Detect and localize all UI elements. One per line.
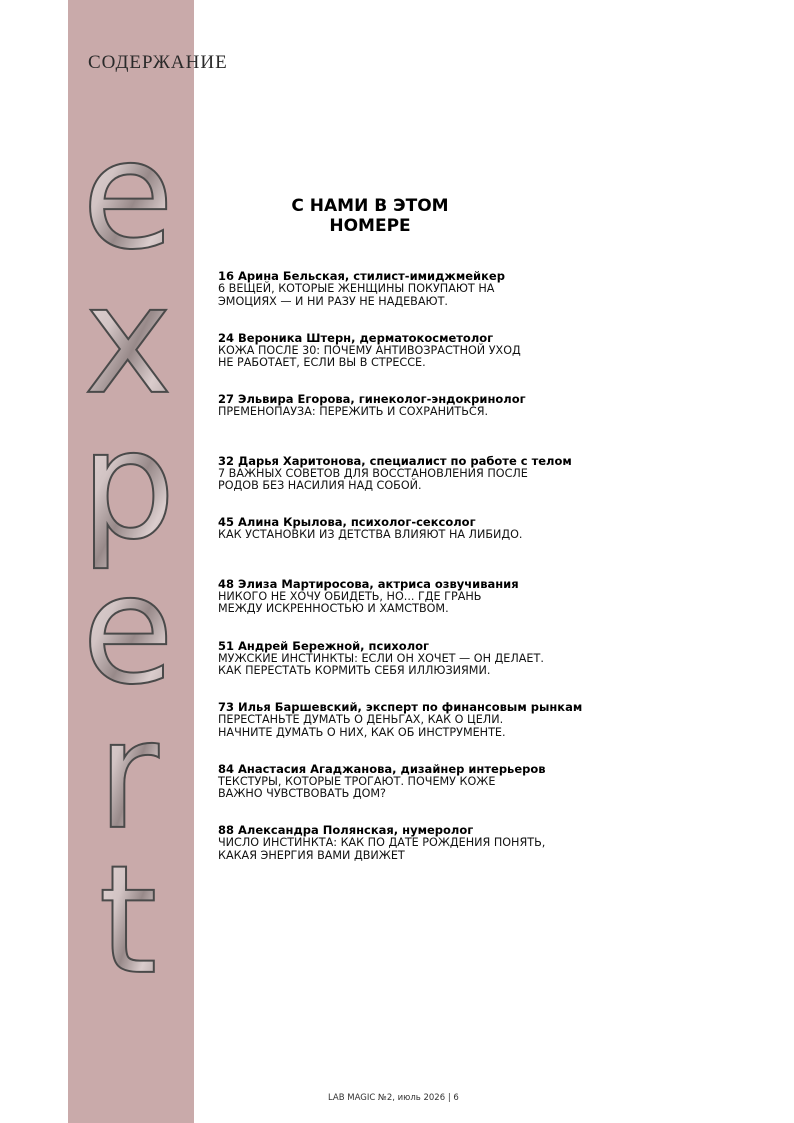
entry-author: 73 Илья Баршевский, эксперт по финансовым рынкам	[218, 700, 583, 715]
entry-topic-line: ПЕРЕСТАНЬТЕ ДУМАТЬ О ДЕНЬГАХ, КАК О ЦЕЛИ.	[218, 713, 504, 727]
entry-topic-line: ЧИСЛО ИНСТИНКТА: КАК ПО ДАТЕ РОЖДЕНИЯ ПОНЯТЬ,	[218, 836, 546, 850]
entry-author: 88 Александра Полянская, нумеролог	[218, 823, 474, 838]
expert-letter-r: r	[97, 688, 159, 863]
section-label: СОДЕРЖАНИЕ	[88, 52, 228, 73]
heading-line-1: С НАМИ В ЭТОМ	[291, 196, 449, 216]
contents-entry[interactable]	[218, 516, 638, 578]
contents-entry[interactable]	[218, 455, 638, 517]
entry-author: 24 Вероника Штерн, дерматокосметолог	[218, 330, 494, 345]
expert-letter-e: e	[81, 543, 175, 718]
entry-author: 51 Андрей Бережной, психолог	[218, 638, 430, 653]
entry-topic-line: КОЖА ПОСЛЕ 30: ПОЧЕМУ АНТИВОЗРАСТНОЙ УХОД	[218, 343, 521, 357]
contents-entry[interactable]	[218, 270, 638, 332]
contents-entry[interactable]	[218, 640, 638, 702]
contents-entry[interactable]	[218, 824, 638, 886]
expert-letter-t: t	[98, 833, 158, 998]
entry-topic-line: 6 ВЕЩЕЙ, КОТОРЫЕ ЖЕНЩИНЫ ПОКУПАЮТ НА	[218, 282, 495, 295]
contents-entry[interactable]	[218, 578, 638, 640]
entry-topic-line: МУЖСКИЕ ИНСТИНКТЫ: ЕСЛИ ОН ХОЧЕТ — ОН ДЕЛАЕТ.	[218, 651, 544, 665]
page-heading	[270, 196, 470, 236]
entry-topic-line: НАЧНИТЕ ДУМАТЬ О НИХ, КАК ОБ ИНСТРУМЕНТЕ.	[218, 725, 506, 739]
entry-author: 32 Дарья Харитонова, специалист по работе с телом	[218, 453, 572, 468]
entry-topic-line: НЕ РАБОТАЕТ, ЕСЛИ ВЫ В СТРЕССЕ.	[218, 356, 426, 370]
heading-line-2: НОМЕРЕ	[329, 216, 411, 236]
entry-topic-line: ТЕКСТУРЫ, КОТОРЫЕ ТРОГАЮТ. ПОЧЕМУ КОЖЕ	[218, 774, 496, 788]
entry-topic-line: НИКОГО НЕ ХОЧУ ОБИДЕТЬ, НО... ГДЕ ГРАНЬ	[218, 589, 482, 603]
entry-author: 16 Арина Бельская, стилист-имиджмейкер	[218, 269, 505, 283]
expert-letter-x: x	[83, 253, 173, 428]
expert-letter-p: p	[80, 398, 176, 573]
contents-list	[218, 270, 638, 886]
entry-author: 45 Алина Крылова, психолог-сексолог	[218, 515, 476, 530]
page-footer: LAB MAGIC №2, июль 2026 | 6	[328, 1093, 459, 1103]
entry-author: 48 Элиза Мартиросова, актриса озвучивания	[218, 576, 519, 591]
contents-entry[interactable]	[218, 763, 638, 825]
contents-entry[interactable]	[218, 393, 638, 455]
expert-letter-e: e	[81, 128, 175, 283]
entry-author: 27 Эльвира Егорова, гинеколог-эндокринолог	[218, 392, 526, 407]
entry-topic-line: КАК УСТАНОВКИ ИЗ ДЕТСТВА ВЛИЯЮТ НА ЛИБИДО.	[218, 528, 523, 542]
entry-topic-line: РОДОВ БЕЗ НАСИЛИЯ НАД СОБОЙ.	[218, 479, 422, 493]
entry-author: 84 Анастасия Агаджанова, дизайнер интерьеров	[218, 761, 546, 776]
contents-entry[interactable]	[218, 701, 638, 763]
entry-topic-line: 7 ВАЖНЫХ СОВЕТОВ ДЛЯ ВОССТАНОВЛЕНИЯ ПОСЛЕ	[218, 466, 528, 480]
entry-topic-line: ВАЖНО ЧУВСТВОВАТЬ ДОМ?	[218, 787, 386, 801]
entry-topic-line: МЕЖДУ ИСКРЕННОСТЬЮ И ХАМСТВОМ.	[218, 602, 449, 616]
entry-topic-line: ПРЕМЕНОПАУЗА: ПЕРЕЖИТЬ И СОХРАНИТЬСЯ.	[218, 405, 489, 419]
entry-topic-line: КАК ПЕРЕСТАТЬ КОРМИТЬ СЕБЯ ИЛЛЮЗИЯМИ.	[218, 664, 491, 678]
entry-topic-line: ЭМОЦИЯХ — И НИ РАЗУ НЕ НАДЕВАЮТ.	[218, 294, 448, 308]
contents-entry[interactable]	[218, 332, 638, 394]
expert-vertical-word	[68, 128, 194, 998]
entry-topic-line: КАКАЯ ЭНЕРГИЯ ВАМИ ДВИЖЕТ	[218, 848, 405, 862]
